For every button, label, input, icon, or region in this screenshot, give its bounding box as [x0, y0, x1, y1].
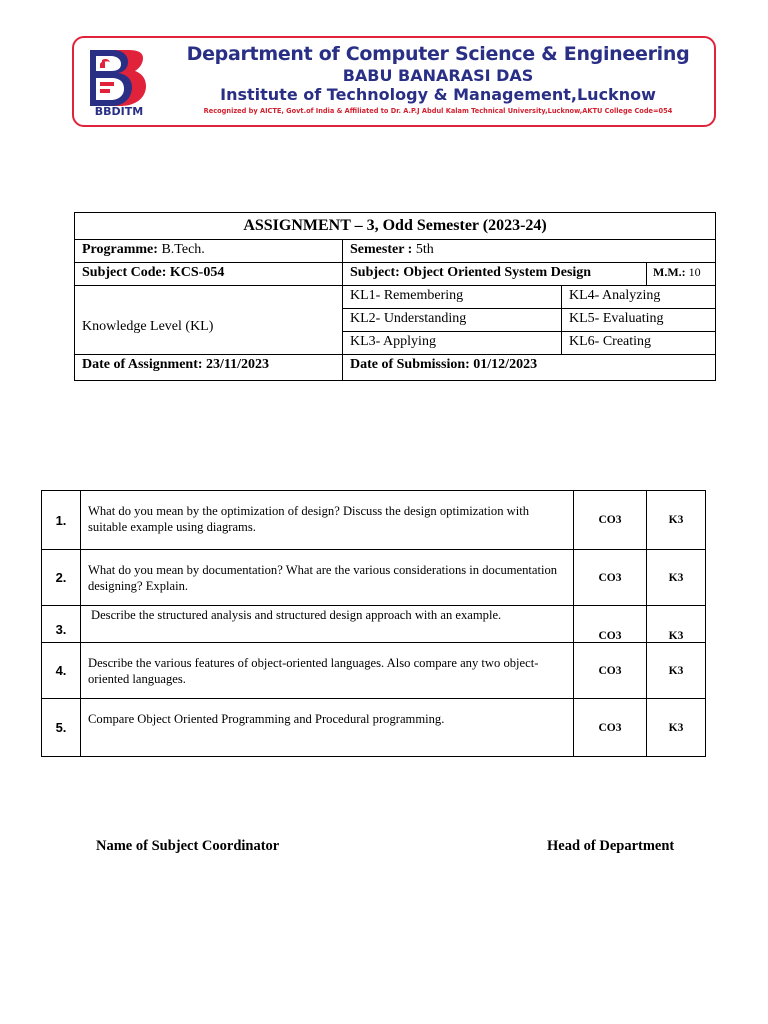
subject-name-text: Subject: Object Oriented System Design	[350, 265, 592, 280]
question-number: 4.	[42, 643, 81, 699]
knowledge-level: K3	[647, 550, 706, 606]
knowledge-level: K3	[647, 606, 706, 643]
date-of-submission-text: Date of Submission: 01/12/2023	[350, 357, 538, 372]
knowledge-level: K3	[647, 699, 706, 757]
question-number: 3.	[42, 606, 81, 643]
course-outcome: CO3	[574, 491, 647, 550]
kl-level: KL5- Evaluating	[562, 309, 716, 332]
questions-table	[41, 490, 706, 757]
institute-name: BABU BANARASI DAS	[342, 66, 534, 85]
question-number: 5.	[42, 699, 81, 757]
question-text: Compare Object Oriented Programming and Procedural programming.	[81, 699, 574, 757]
head-of-department-signature: Head of Department	[547, 838, 675, 854]
course-outcome: CO3	[574, 699, 647, 757]
programme-label: Programme:	[82, 242, 158, 257]
kl-level: KL4- Analyzing	[562, 286, 716, 309]
subject-code	[75, 263, 343, 286]
kl-level: KL6- Creating	[562, 332, 716, 355]
question-row	[42, 550, 706, 606]
semester-value: 5th	[412, 242, 434, 257]
subject-code-text: Subject Code: KCS-054	[82, 265, 225, 280]
date-of-assignment	[75, 355, 343, 381]
kl-level: KL2- Understanding	[343, 309, 562, 332]
question-row	[42, 606, 706, 643]
max-marks	[647, 263, 716, 286]
recognition-line: Recognized by AICTE, Govt.of India & Affiliated to Dr. A.P.J Abdul Kalam Technical University,Lucknow,AKTU College Code=054	[203, 107, 673, 115]
kl-level: KL3- Applying	[343, 332, 562, 355]
knowledge-level: K3	[647, 491, 706, 550]
kl-level: KL1- Remembering	[343, 286, 562, 309]
semester-label: Semester :	[350, 242, 413, 257]
question-row	[42, 491, 706, 550]
question-row	[42, 699, 706, 757]
question-text: What do you mean by the optimization of design? Discuss the design optimization with suitable example using diagrams.	[81, 491, 574, 550]
question-text: Describe the various features of object-oriented languages. Also compare any two object-oriented languages.	[81, 643, 574, 699]
subject-coordinator-signature: Name of Subject Coordinator	[96, 838, 280, 854]
assignment-title: ASSIGNMENT – 3, Odd Semester (2023-24)	[75, 213, 716, 240]
max-marks-label: M.M.:	[653, 265, 686, 279]
knowledge-level: K3	[647, 643, 706, 699]
programme-cell	[75, 240, 343, 263]
course-outcome: CO3	[574, 643, 647, 699]
institute-header-banner	[72, 36, 716, 127]
course-outcome: CO3	[574, 606, 647, 643]
question-row	[42, 643, 706, 699]
question-text: Describe the structured analysis and structured design approach with an example.	[81, 606, 574, 643]
semester-cell	[343, 240, 716, 263]
date-of-assignment-text: Date of Assignment: 23/11/2023	[82, 357, 270, 372]
institute-subtitle: Institute of Technology & Management,Lucknow	[220, 85, 656, 104]
programme-value: B.Tech.	[157, 242, 205, 257]
logo-text: BBDITM	[94, 105, 144, 118]
max-marks-value: 10	[685, 265, 701, 279]
assignment-info-table	[74, 212, 716, 381]
date-of-submission	[343, 355, 716, 381]
subject-name	[343, 263, 647, 286]
bbditm-logo	[80, 44, 158, 122]
department-name: Department of Computer Science & Engineering	[186, 43, 690, 65]
question-number: 2.	[42, 550, 81, 606]
question-text: What do you mean by documentation? What are the various considerations in documentation designing? Explain.	[81, 550, 574, 606]
knowledge-level-label: Knowledge Level (KL)	[75, 286, 343, 355]
course-outcome: CO3	[574, 550, 647, 606]
question-number: 1.	[42, 491, 81, 550]
